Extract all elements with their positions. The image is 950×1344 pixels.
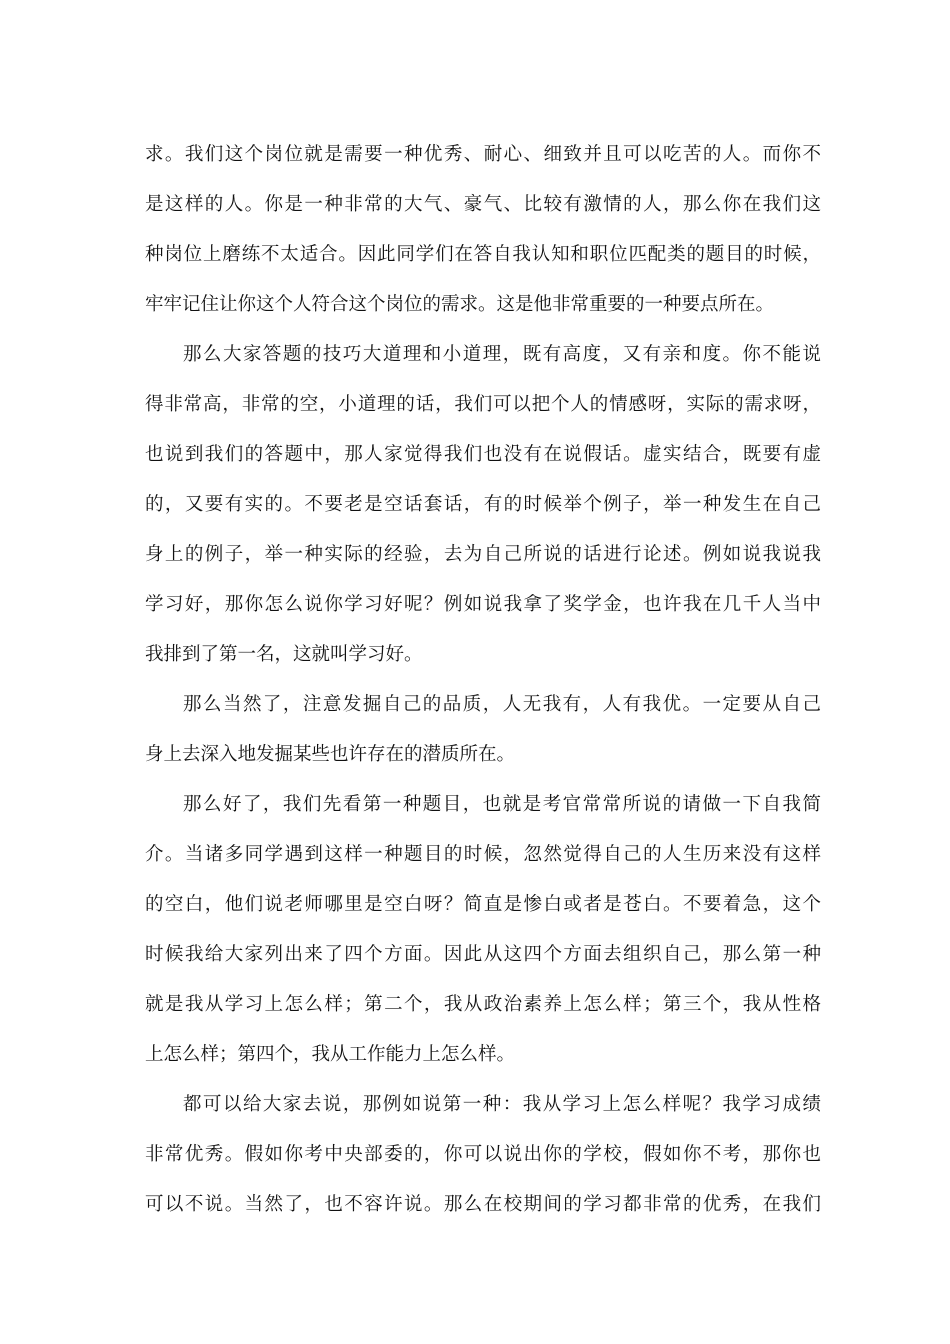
text-line: 的空白，他们说老师哪里是空白呀？简直是惨白或者是苍白。不要着急，这个 [145,894,821,915]
text-line: 是这样的人。你是一种非常的大气、豪气、比较有激情的人，那么你在我们这 [145,194,821,215]
text-line: 的，又要有实的。不要老是空话套话，有的时候举个例子，举一种发生在自己 [145,494,821,515]
text-line: 得非常高，非常的空，小道理的话，我们可以把个人的情感呀，实际的需求呀， [145,394,821,415]
text-line: 都可以给大家去说，那例如说第一种：我从学习上怎么样呢？我学习成绩 [183,1094,821,1115]
text-line: 介。当诸多同学遇到这样一种题目的时候，忽然觉得自己的人生历来没有这样 [145,844,821,865]
text-line: 那么当然了，注意发掘自己的品质，人无我有，人有我优。一定要从自己 [183,694,821,715]
text-line: 学习好，那你怎么说你学习好呢？例如说我拿了奖学金，也许我在几千人当中 [145,594,821,615]
text-line: 可以不说。当然了，也不容许说。那么在校期间的学习都非常的优秀，在我们 [145,1194,821,1215]
paragraph-1 [145,130,821,330]
text-line: 时候我给大家列出来了四个方面。因此从这四个方面去组织自己，那么第一种 [145,944,821,965]
text-line: 牢牢记住让你这个人符合这个岗位的需求。这是他非常重要的一种要点所在。 [145,294,775,315]
text-line: 也说到我们的答题中，那人家觉得我们也没有在说假话。虚实结合，既要有虚 [145,444,821,465]
text-line: 身上去深入地发掘某些也许存在的潜质所在。 [145,744,516,765]
paragraph-3 [145,680,821,780]
text-line: 种岗位上磨练不太适合。因此同学们在答自我认知和职位匹配类的题目的时候， [145,244,821,265]
text-line: 身上的例子，举一种实际的经验，去为自己所说的话进行论述。例如说我说我 [145,544,821,565]
text-line: 那么好了，我们先看第一种题目，也就是考官常常所说的请做一下自我简 [183,794,821,815]
text-line: 非常优秀。假如你考中央部委的，你可以说出你的学校，假如你不考，那你也 [145,1144,821,1165]
paragraph-2 [145,330,821,680]
paragraph-5 [145,1080,821,1230]
text-line: 那么大家答题的技巧大道理和小道理，既有高度，又有亲和度。你不能说 [183,344,821,365]
text-line: 求。我们这个岗位就是需要一种优秀、耐心、细致并且可以吃苦的人。而你不 [145,144,821,165]
text-line: 我排到了第一名，这就叫学习好。 [145,644,423,665]
text-line: 上怎么样；第四个，我从工作能力上怎么样。 [145,1044,516,1065]
text-line: 就是我从学习上怎么样；第二个，我从政治素养上怎么样；第三个，我从性格 [145,994,821,1015]
body-text [145,130,821,1230]
paragraph-4 [145,780,821,1080]
